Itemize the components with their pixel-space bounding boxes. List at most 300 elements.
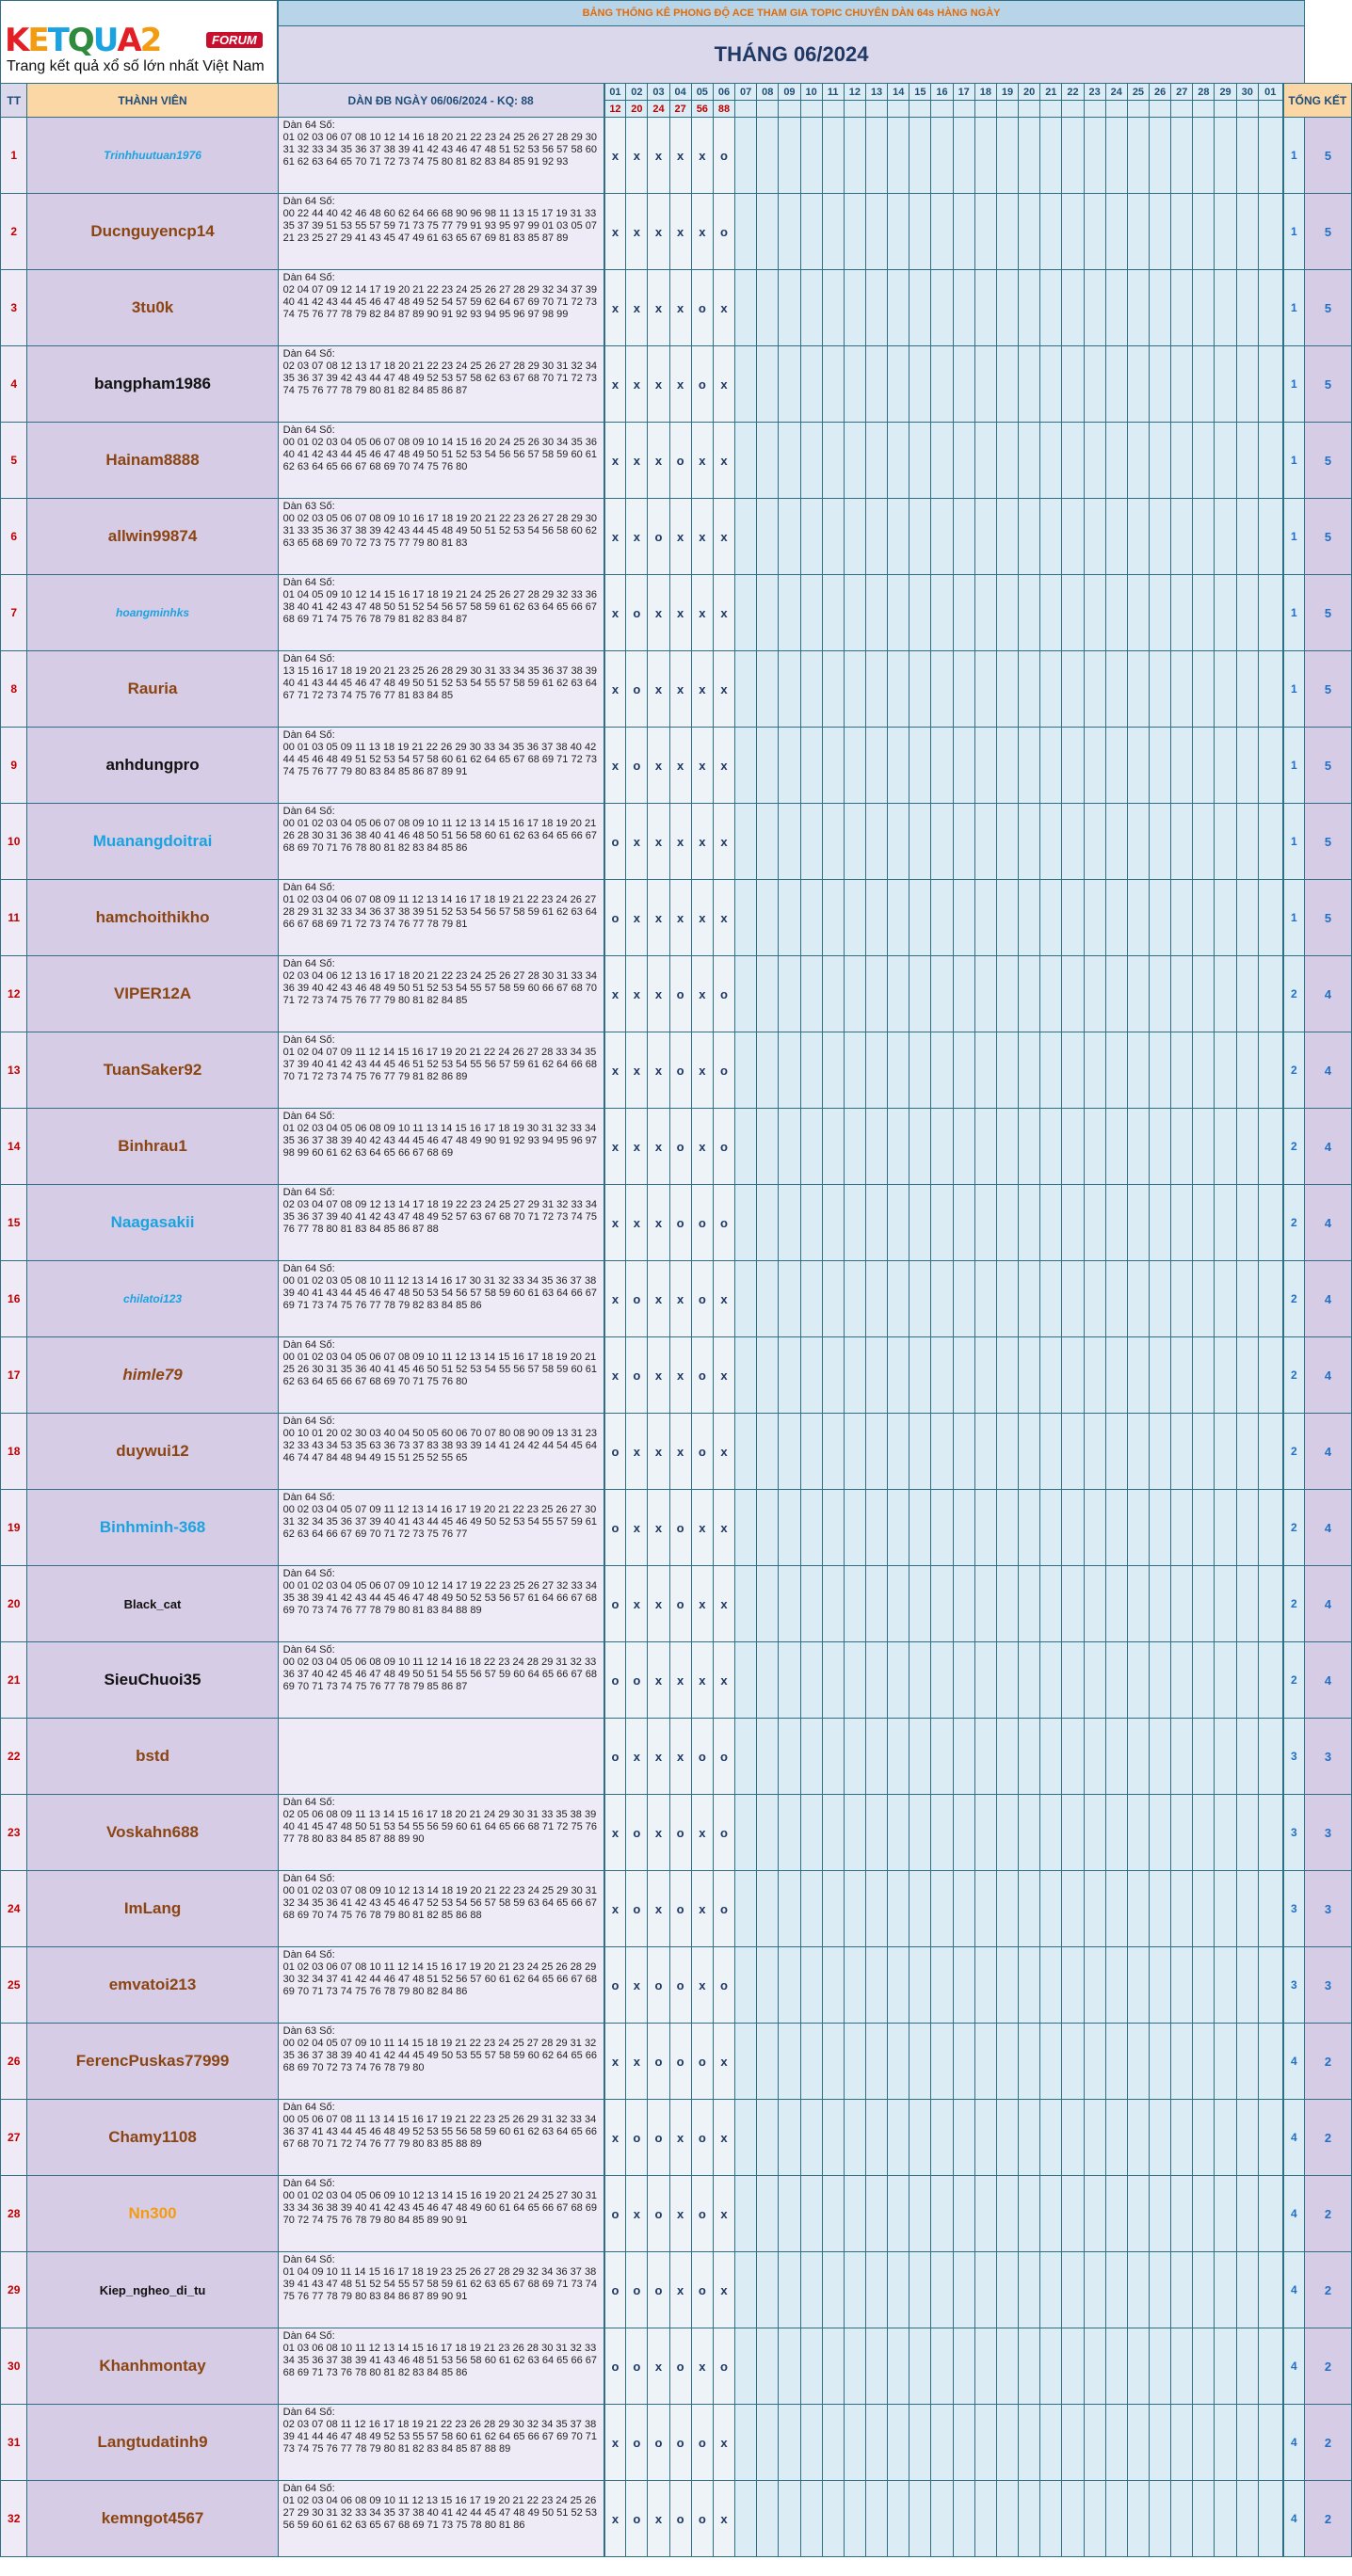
day-cell-empty: [888, 2405, 909, 2481]
forum-logo[interactable]: [1, 15, 277, 74]
day-cell-empty: [1040, 2176, 1062, 2252]
member-row: [1, 194, 1352, 270]
day-cell-empty: [1215, 956, 1236, 1032]
dan-cell: [278, 2481, 604, 2557]
day-cell-empty: [909, 880, 931, 956]
day-cell-empty: [1215, 346, 1236, 423]
day-cell-empty: [1019, 2481, 1040, 2557]
day-cell-empty: [1150, 1566, 1171, 1642]
member-name[interactable]: Kiep_ngheo_di_tu: [27, 2252, 278, 2328]
day-cell-empty: [1019, 575, 1040, 651]
day-cell-empty: [822, 1566, 844, 1642]
day-cell-empty: [1019, 880, 1040, 956]
hit-mark: o: [648, 2024, 669, 2100]
member-name[interactable]: Binhminh-368: [27, 1490, 278, 1566]
day-cell-empty: [1215, 1490, 1236, 1566]
day-header: 29: [1215, 84, 1236, 101]
day-cell-empty: [1084, 499, 1105, 575]
dan-cell: [278, 1261, 604, 1337]
day-cell-empty: [1171, 194, 1193, 270]
dan-title: Dàn 64 Số:: [282, 1492, 335, 1503]
day-cell-empty: [1127, 2100, 1149, 2176]
dan-numbers: 00 02 03 04 05 06 08 09 10 11 12 14 16 18 22 23 24 28 29 31 32 33 36 37 40 42 45 46 47 48 49 50 51 54 55 56 57 59 60 64 65 66 67 68 69 70 71 73 74 75 76 77 78 79 85 86 87: [282, 1656, 597, 1692]
hit-mark: o: [626, 651, 648, 728]
member-name[interactable]: hoangminhks: [27, 575, 278, 651]
day-cell-empty: [1193, 194, 1215, 270]
member-row: [1, 2481, 1352, 2557]
day-cell-empty: [931, 2405, 953, 2481]
day-cell-empty: [1171, 118, 1193, 194]
day-cell-empty: [757, 1109, 779, 1185]
day-cell-empty: [931, 1414, 953, 1490]
day-header: 30: [1236, 84, 1258, 101]
member-name[interactable]: Chamy1108: [27, 2100, 278, 2176]
day-cell-empty: [1258, 1032, 1282, 1109]
day-header: 25: [1127, 84, 1149, 101]
day-cell-empty: [1084, 2481, 1105, 2557]
day-cell-empty: [1215, 423, 1236, 499]
hit-mark: o: [604, 880, 626, 956]
miss-mark: x: [713, 2176, 734, 2252]
day-cell-empty: [800, 575, 822, 651]
row-index: 12: [1, 956, 27, 1032]
miss-mark: x: [691, 956, 713, 1032]
member-name[interactable]: Hainam8888: [27, 423, 278, 499]
day-cell-empty: [735, 956, 757, 1032]
day-cell-empty: [1258, 956, 1282, 1032]
hit-mark: o: [713, 2328, 734, 2405]
member-name[interactable]: allwin99874: [27, 499, 278, 575]
day-cell-empty: [1236, 346, 1258, 423]
member-row: [1, 2405, 1352, 2481]
day-cell-empty: [1019, 1947, 1040, 2024]
day-cell-empty: [1019, 2328, 1040, 2405]
day-cell-empty: [1105, 1337, 1127, 1414]
result-empty: [1193, 101, 1215, 118]
member-name[interactable]: Voskahn688: [27, 1795, 278, 1871]
day-cell-empty: [953, 2024, 974, 2100]
day-cell-empty: [1105, 270, 1127, 346]
hit-mark: o: [713, 1795, 734, 1871]
day-cell-empty: [1084, 651, 1105, 728]
day-cell-empty: [779, 1642, 800, 1719]
miss-mark: x: [626, 423, 648, 499]
member-row: [1, 880, 1352, 956]
day-cell-empty: [1084, 423, 1105, 499]
day-cell-empty: [909, 1109, 931, 1185]
day-cell-empty: [1258, 1947, 1282, 2024]
hit-mark: o: [626, 2100, 648, 2176]
day-cell-empty: [865, 728, 887, 804]
day-header: 21: [1040, 84, 1062, 101]
day-cell-empty: [1150, 880, 1171, 956]
day-header: 04: [669, 84, 691, 101]
day-cell-empty: [974, 1185, 996, 1261]
miss-mark: x: [691, 575, 713, 651]
dan-cell: [278, 1566, 604, 1642]
day-cell-empty: [1193, 1185, 1215, 1261]
day-cell-empty: [865, 1642, 887, 1719]
day-cell-empty: [865, 118, 887, 194]
day-cell-empty: [757, 728, 779, 804]
day-cell-empty: [931, 1337, 953, 1414]
day-cell-empty: [974, 118, 996, 194]
day-cell-empty: [996, 2100, 1018, 2176]
day-cell-empty: [1150, 2176, 1171, 2252]
day-cell-empty: [888, 499, 909, 575]
day-cell-empty: [1084, 270, 1105, 346]
member-name[interactable]: emvatoi213: [27, 1947, 278, 2024]
total-score: 2: [1304, 2024, 1351, 2100]
miss-mark: x: [604, 499, 626, 575]
row-index: 22: [1, 1719, 27, 1795]
hit-mark: o: [604, 1947, 626, 2024]
hit-mark: o: [669, 1109, 691, 1185]
miss-mark: x: [626, 194, 648, 270]
day-cell-empty: [865, 651, 887, 728]
dan-title: Dàn 64 Số:: [282, 2254, 335, 2265]
day-cell-empty: [1171, 1566, 1193, 1642]
day-cell-empty: [1105, 499, 1127, 575]
day-cell-empty: [844, 346, 865, 423]
brand-letter: T: [47, 21, 68, 59]
miss-mark: x: [626, 118, 648, 194]
dan-cell: [278, 956, 604, 1032]
miss-mark: x: [691, 2328, 713, 2405]
day-cell-empty: [1236, 804, 1258, 880]
member-name[interactable]: duywui12: [27, 1414, 278, 1490]
day-cell-empty: [822, 1109, 844, 1185]
day-cell-empty: [865, 2328, 887, 2405]
day-cell-empty: [953, 651, 974, 728]
day-cell-empty: [996, 1871, 1018, 1947]
miss-mark: x: [648, 804, 669, 880]
hit-mark: o: [604, 1414, 626, 1490]
day-cell-empty: [1127, 1032, 1149, 1109]
member-name[interactable]: hamchoithikho: [27, 880, 278, 956]
day-cell-empty: [909, 1032, 931, 1109]
result-number: 88: [713, 101, 734, 118]
member-name[interactable]: kemngot4567: [27, 2481, 278, 2557]
day-cell-empty: [909, 2405, 931, 2481]
hit-mark: o: [648, 2252, 669, 2328]
result-empty: [909, 101, 931, 118]
total-score: 4: [1304, 1490, 1351, 1566]
day-cell-empty: [1062, 1795, 1084, 1871]
brand-letter: Q: [67, 21, 93, 59]
miss-mark: x: [648, 1566, 669, 1642]
dan-numbers: 02 03 07 08 12 13 17 18 20 21 22 23 24 25 26 27 28 29 30 31 32 34 35 36 37 39 42 43 44 47 48 49 52 53 57 58 62 63 67 68 70 71 72 73 74 75 76 77 78 79 80 81 82 84 85 86 87: [282, 360, 597, 396]
total-score: 5: [1304, 880, 1351, 956]
hit-mark: o: [691, 2252, 713, 2328]
day-header: 06: [713, 84, 734, 101]
row-index: 14: [1, 1109, 27, 1185]
day-cell-empty: [909, 575, 931, 651]
result-empty: [800, 101, 822, 118]
day-cell-empty: [1236, 270, 1258, 346]
day-cell-empty: [1062, 2405, 1084, 2481]
dan-title: Dàn 64 Số:: [282, 1263, 335, 1274]
hit-mark: o: [713, 1032, 734, 1109]
total-score: 5: [1304, 194, 1351, 270]
day-cell-empty: [735, 1261, 757, 1337]
day-cell-empty: [996, 1566, 1018, 1642]
day-cell-empty: [1171, 1032, 1193, 1109]
day-cell-empty: [1171, 1490, 1193, 1566]
day-cell-empty: [735, 1490, 757, 1566]
day-cell-empty: [1258, 1109, 1282, 1185]
member-name[interactable]: himle79: [27, 1337, 278, 1414]
hit-mark: o: [669, 1185, 691, 1261]
day-cell-empty: [1171, 270, 1193, 346]
result-number: 24: [648, 101, 669, 118]
miss-mark: x: [669, 346, 691, 423]
day-cell-empty: [735, 346, 757, 423]
day-cell-empty: [844, 2252, 865, 2328]
day-cell-empty: [996, 499, 1018, 575]
day-cell-empty: [757, 1490, 779, 1566]
dan-title: Dàn 64 Số:: [282, 120, 335, 131]
dan-cell: [278, 2328, 604, 2405]
day-cell-empty: [757, 804, 779, 880]
day-cell-empty: [1105, 2176, 1127, 2252]
miss-mark: x: [604, 1261, 626, 1337]
dan-cell: [278, 880, 604, 956]
day-cell-empty: [1040, 2024, 1062, 2100]
day-cell-empty: [800, 1261, 822, 1337]
member-name[interactable]: VIPER12A: [27, 956, 278, 1032]
miss-mark: x: [626, 1032, 648, 1109]
member-name[interactable]: Langtudatinh9: [27, 2405, 278, 2481]
member-name[interactable]: bangpham1986: [27, 346, 278, 423]
dan-numbers: 01 04 09 10 11 14 15 16 17 18 19 23 25 26 27 28 29 32 34 36 37 38 39 41 43 47 48 51 52 54 55 57 58 59 61 62 63 65 67 68 69 71 73 74 75 76 77 78 79 80 83 84 86 87 89 90 91: [282, 2266, 597, 2302]
miss-mark: x: [669, 804, 691, 880]
day-cell-empty: [996, 2252, 1018, 2328]
day-cell-empty: [844, 194, 865, 270]
hit-mark: o: [669, 2481, 691, 2557]
member-name[interactable]: Binhrau1: [27, 1109, 278, 1185]
day-cell-empty: [1236, 194, 1258, 270]
day-cell-empty: [1193, 2328, 1215, 2405]
dan-numbers: 00 22 44 40 42 46 48 60 62 64 66 68 90 96 98 11 13 15 17 19 31 33 35 37 39 51 53 55 57 59 71 73 75 77 79 91 93 95 97 99 01 03 05 07 21 23 25 27 29 41 43 45 47 49 61 63 65 67 69 81 83 85 87 89: [282, 208, 597, 244]
day-cell-empty: [865, 2100, 887, 2176]
miss-mark: x: [648, 728, 669, 804]
row-index: 24: [1, 1871, 27, 1947]
day-cell-empty: [1084, 2328, 1105, 2405]
day-cell-empty: [974, 2176, 996, 2252]
day-cell-empty: [822, 1871, 844, 1947]
day-cell-empty: [735, 728, 757, 804]
day-cell-empty: [1105, 1871, 1127, 1947]
miss-mark: x: [713, 1566, 734, 1642]
hit-mark: o: [626, 1795, 648, 1871]
hit-mark: o: [713, 956, 734, 1032]
member-name[interactable]: SieuChuoi35: [27, 1642, 278, 1719]
day-cell-empty: [1258, 1795, 1282, 1871]
day-cell-empty: [1127, 2176, 1149, 2252]
member-name[interactable]: bstd: [27, 1719, 278, 1795]
day-cell-empty: [1150, 1032, 1171, 1109]
day-cell-empty: [1215, 270, 1236, 346]
day-cell-empty: [931, 2100, 953, 2176]
day-cell-empty: [1127, 1261, 1149, 1337]
day-cell-empty: [800, 1109, 822, 1185]
member-name[interactable]: chilatoi123: [27, 1261, 278, 1337]
miss-count: 2: [1283, 1642, 1305, 1719]
miss-mark: x: [648, 1032, 669, 1109]
day-cell-empty: [1258, 575, 1282, 651]
dan-numbers: 00 05 06 07 08 11 13 14 15 16 17 19 21 22 23 25 26 29 31 32 33 34 36 37 41 43 44 45 46 48 49 52 53 55 56 58 59 60 61 62 63 64 65 66 67 68 70 71 72 74 76 77 79 80 83 85 88 89: [282, 2114, 597, 2150]
member-name[interactable]: Khanhmontay: [27, 2328, 278, 2405]
day-cell-empty: [1062, 270, 1084, 346]
day-cell-empty: [909, 1795, 931, 1871]
day-cell-empty: [996, 1947, 1018, 2024]
day-cell-empty: [931, 728, 953, 804]
member-name[interactable]: Naagasakii: [27, 1185, 278, 1261]
day-cell-empty: [865, 2405, 887, 2481]
row-index: 16: [1, 1261, 27, 1337]
day-cell-empty: [1062, 1109, 1084, 1185]
day-cell-empty: [1193, 1032, 1215, 1109]
day-cell-empty: [1193, 1642, 1215, 1719]
member-row: [1, 1947, 1352, 2024]
day-cell-empty: [1150, 1795, 1171, 1871]
day-cell-empty: [735, 804, 757, 880]
day-cell-empty: [800, 2100, 822, 2176]
dan-title: Dàn 64 Số:: [282, 2178, 335, 2189]
miss-mark: x: [691, 1871, 713, 1947]
miss-mark: x: [669, 880, 691, 956]
member-name[interactable]: FerencPuskas77999: [27, 2024, 278, 2100]
day-cell-empty: [757, 1337, 779, 1414]
day-cell-empty: [757, 1261, 779, 1337]
day-cell-empty: [1019, 1642, 1040, 1719]
day-cell-empty: [1019, 1795, 1040, 1871]
miss-mark: x: [648, 575, 669, 651]
day-cell-empty: [779, 880, 800, 956]
miss-mark: x: [604, 1032, 626, 1109]
day-cell-empty: [1150, 2328, 1171, 2405]
member-name[interactable]: ImLang: [27, 1871, 278, 1947]
day-cell-empty: [779, 2481, 800, 2557]
day-cell-empty: [996, 2328, 1018, 2405]
day-cell-empty: [931, 270, 953, 346]
day-cell-empty: [1062, 2024, 1084, 2100]
member-row: [1, 1032, 1352, 1109]
day-cell-empty: [844, 1109, 865, 1185]
day-cell-empty: [757, 575, 779, 651]
row-index: 15: [1, 1185, 27, 1261]
day-cell-empty: [1150, 499, 1171, 575]
total-score: 4: [1304, 1414, 1351, 1490]
row-index: 4: [1, 346, 27, 423]
day-cell-empty: [865, 346, 887, 423]
member-name[interactable]: Nn300: [27, 2176, 278, 2252]
day-cell-empty: [800, 1490, 822, 1566]
day-cell-empty: [1171, 423, 1193, 499]
miss-mark: x: [691, 1032, 713, 1109]
day-cell-empty: [953, 2481, 974, 2557]
day-cell-empty: [865, 499, 887, 575]
day-cell-empty: [1019, 728, 1040, 804]
dan-title: Dàn 64 Số:: [282, 2483, 335, 2494]
day-cell-empty: [909, 2481, 931, 2557]
day-cell-empty: [1236, 2405, 1258, 2481]
dan-cell: [278, 346, 604, 423]
day-cell-empty: [996, 423, 1018, 499]
day-cell-empty: [735, 2100, 757, 2176]
day-cell-empty: [844, 1566, 865, 1642]
day-cell-empty: [779, 1109, 800, 1185]
day-cell-empty: [822, 1185, 844, 1261]
total-score: 5: [1304, 270, 1351, 346]
day-cell-empty: [1258, 346, 1282, 423]
day-cell-empty: [1084, 728, 1105, 804]
day-cell-empty: [757, 1719, 779, 1795]
member-name[interactable]: Ducnguyencp14: [27, 194, 278, 270]
day-cell-empty: [800, 194, 822, 270]
day-cell-empty: [974, 804, 996, 880]
member-name[interactable]: Trinhhuutuan1976: [27, 118, 278, 194]
day-cell-empty: [844, 1261, 865, 1337]
day-cell-empty: [1150, 651, 1171, 728]
day-cell-empty: [1105, 804, 1127, 880]
day-cell-empty: [974, 194, 996, 270]
day-cell-empty: [800, 346, 822, 423]
day-cell-empty: [996, 270, 1018, 346]
day-cell-empty: [1215, 1414, 1236, 1490]
member-name[interactable]: 3tu0k: [27, 270, 278, 346]
day-cell-empty: [909, 118, 931, 194]
member-name[interactable]: Black_cat: [27, 1566, 278, 1642]
miss-count: 4: [1283, 2481, 1305, 2557]
day-cell-empty: [822, 194, 844, 270]
day-cell-empty: [779, 651, 800, 728]
day-cell-empty: [1105, 1795, 1127, 1871]
member-name[interactable]: TuanSaker92: [27, 1032, 278, 1109]
day-cell-empty: [865, 2024, 887, 2100]
day-cell-empty: [996, 880, 1018, 956]
member-name[interactable]: anhdungpro: [27, 728, 278, 804]
day-cell-empty: [1236, 1032, 1258, 1109]
day-cell-empty: [996, 194, 1018, 270]
member-name[interactable]: Rauria: [27, 651, 278, 728]
member-row: [1, 423, 1352, 499]
miss-count: 2: [1283, 1566, 1305, 1642]
day-cell-empty: [1258, 194, 1282, 270]
day-cell-empty: [974, 499, 996, 575]
day-cell-empty: [996, 346, 1018, 423]
day-cell-empty: [822, 499, 844, 575]
row-index: 30: [1, 2328, 27, 2405]
miss-mark: x: [604, 2481, 626, 2557]
row-index: 26: [1, 2024, 27, 2100]
day-cell-empty: [779, 1795, 800, 1871]
miss-mark: x: [604, 2100, 626, 2176]
result-empty: [779, 101, 800, 118]
row-index: 2: [1, 194, 27, 270]
dan-title: Dàn 63 Số:: [282, 2025, 335, 2037]
day-cell-empty: [844, 499, 865, 575]
hit-mark: o: [604, 1566, 626, 1642]
row-index: 31: [1, 2405, 27, 2481]
member-name[interactable]: Muanangdoitrai: [27, 804, 278, 880]
day-cell-empty: [1215, 880, 1236, 956]
day-header: 01: [1258, 84, 1282, 101]
day-cell-empty: [735, 1795, 757, 1871]
day-cell-empty: [1127, 1871, 1149, 1947]
day-cell-empty: [909, 499, 931, 575]
